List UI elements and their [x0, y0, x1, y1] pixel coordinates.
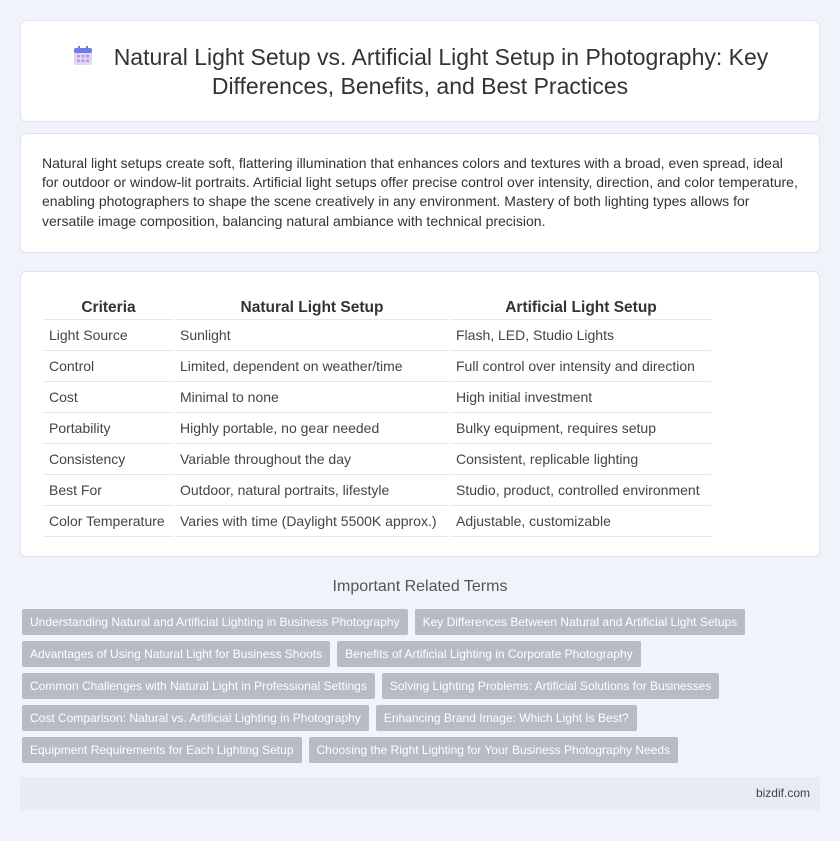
comparison-card	[20, 271, 820, 557]
related-terms-title: Important Related Terms	[332, 578, 508, 595]
footer-site-link[interactable]: bizdif.com	[755, 786, 810, 800]
cell-criteria: Control	[44, 351, 173, 382]
related-terms-list	[22, 609, 822, 769]
cell-natural: Minimal to none	[175, 382, 449, 413]
cell-natural: Sunlight	[175, 320, 449, 351]
tag-row	[22, 641, 822, 667]
cell-artificial: Full control over intensity and direction	[451, 351, 711, 382]
title-card	[20, 20, 820, 122]
cell-artificial: High initial investment	[451, 382, 711, 413]
cell-natural: Outdoor, natural portraits, lifestyle	[175, 475, 449, 506]
cell-natural: Varies with time (Daylight 5500K approx.)	[175, 506, 449, 537]
cell-natural: Highly portable, no gear needed	[175, 413, 449, 444]
cell-artificial: Bulky equipment, requires setup	[451, 413, 711, 444]
intro-card	[20, 133, 820, 253]
related-term-link[interactable]: Cost Comparison: Natural vs. Artificial Lighting in Photography	[22, 705, 369, 731]
related-term-link[interactable]: Equipment Requirements for Each Lighting Setup	[22, 737, 302, 763]
table-row	[44, 413, 711, 444]
cell-criteria: Color Temperature	[44, 506, 173, 537]
related-term-link[interactable]: Choosing the Right Lighting for Your Business Photography Needs	[309, 737, 679, 763]
cell-criteria: Cost	[44, 382, 173, 413]
table-row	[44, 444, 711, 475]
related-term-link[interactable]: Common Challenges with Natural Light in Professional Settings	[22, 673, 375, 699]
cell-criteria: Light Source	[44, 320, 173, 351]
header-natural: Natural Light Setup	[175, 294, 449, 320]
header-artificial: Artificial Light Setup	[451, 294, 711, 320]
related-term-link[interactable]: Benefits of Artificial Lighting in Corporate Photography	[337, 641, 641, 667]
header-criteria: Criteria	[44, 294, 173, 320]
related-term-link[interactable]: Solving Lighting Problems: Artificial Solutions for Businesses	[382, 673, 720, 699]
cell-criteria: Best For	[44, 475, 173, 506]
footer	[20, 777, 820, 810]
comparison-table	[42, 294, 713, 537]
related-term-link[interactable]: Enhancing Brand Image: Which Light Is Best?	[376, 705, 637, 731]
page-title-text: Natural Light Setup vs. Artificial Light Setup in Photography: Key Differences, Benefits, and Best Practices	[113, 44, 769, 99]
table-row	[44, 351, 711, 382]
table-row	[44, 475, 711, 506]
page-title	[21, 43, 819, 101]
cell-criteria: Portability	[44, 413, 173, 444]
cell-natural: Variable throughout the day	[175, 444, 449, 475]
tag-row	[22, 609, 822, 635]
tag-row	[22, 673, 822, 699]
table-row	[44, 506, 711, 537]
cell-artificial: Studio, product, controlled environment	[451, 475, 711, 506]
cell-artificial: Consistent, replicable lighting	[451, 444, 711, 475]
table-header-row	[44, 294, 711, 320]
tag-row	[22, 705, 822, 731]
table-row	[44, 382, 711, 413]
calendar-icon	[72, 45, 94, 67]
tag-row	[22, 737, 822, 763]
intro-paragraph: Natural light setups create soft, flattering illumination that enhances colors and textures with a broad, even spread, ideal for outdoor or window-lit portraits. Artificial light setups offer precise control over intensity, direction, and color temperature, enabling photographers to shape the scene creatively in any environment. Mastery of both lighting types allows for versatile image composition, balancing natural ambiance with technical precision.	[42, 155, 798, 229]
related-term-link[interactable]: Key Differences Between Natural and Artificial Light Setups	[415, 609, 746, 635]
cell-natural: Limited, dependent on weather/time	[175, 351, 449, 382]
cell-artificial: Adjustable, customizable	[451, 506, 711, 537]
related-term-link[interactable]: Understanding Natural and Artificial Lighting in Business Photography	[22, 609, 408, 635]
related-term-link[interactable]: Advantages of Using Natural Light for Business Shoots	[22, 641, 330, 667]
cell-artificial: Flash, LED, Studio Lights	[451, 320, 711, 351]
cell-criteria: Consistency	[44, 444, 173, 475]
table-row	[44, 320, 711, 351]
